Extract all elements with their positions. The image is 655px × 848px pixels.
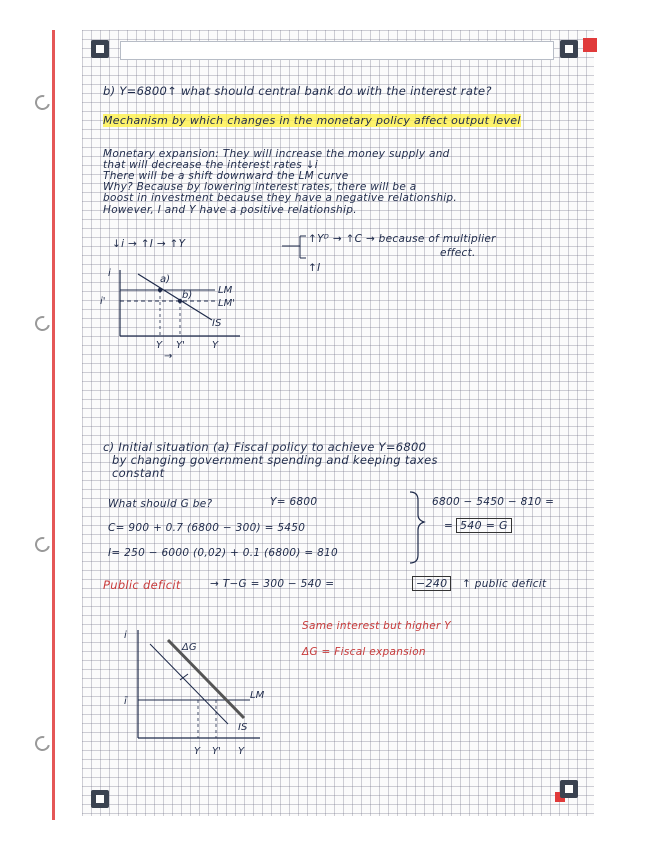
chain-left: ↓i → ↑I → ↑Y	[112, 238, 186, 250]
svg-text:b): b)	[182, 290, 193, 301]
note-same-interest: Same interest but higher Y	[302, 620, 451, 632]
note-delta-g: ΔG = Fiscal expansion	[302, 646, 426, 658]
deficit-note: ↑ public deficit	[462, 578, 547, 590]
mechanism-heading: Mechanism by which changes in the monetary policy affect output level	[103, 114, 521, 127]
text-line: However, I and Y have a positive relationship.	[103, 204, 357, 216]
svg-text:Y: Y	[238, 746, 245, 757]
svg-text:ΔG: ΔG	[182, 642, 197, 653]
chain-bottom: ↑I	[308, 262, 321, 274]
text-line: Monetary expansion: They will increase the money supply and	[103, 148, 450, 160]
graph-is-lm-fiscal	[110, 626, 270, 766]
svg-text:Y: Y	[194, 746, 201, 757]
c-equation: C= 900 + 0.7 (6800 − 300) = 5450	[108, 522, 306, 534]
svg-text:IS: IS	[238, 722, 248, 733]
equals-sign: =	[444, 520, 454, 532]
svg-text:ī: ī	[124, 696, 127, 707]
svg-text:LM': LM'	[218, 298, 235, 309]
y-value: Y= 6800	[270, 496, 318, 508]
svg-text:Y: Y	[156, 340, 163, 351]
calc-line: 6800 − 5450 − 810 =	[432, 496, 555, 508]
deficit-label: Public deficit	[103, 578, 181, 592]
svg-text:→: →	[164, 351, 173, 362]
is-shifted-curve	[168, 640, 244, 718]
deficit-value: −240	[412, 576, 451, 591]
svg-text:Y: Y	[212, 340, 219, 351]
svg-text:LM: LM	[218, 285, 233, 296]
chain-top: ↑Yᴰ → ↑C → because of multiplier	[308, 233, 496, 245]
svg-text:Y': Y'	[176, 340, 185, 351]
intro-line: c) Initial situation (a) Fiscal policy to achieve Y=6800	[103, 440, 427, 454]
deficit-equation: → T−G = 300 − 540 =	[210, 578, 335, 590]
svg-text:IS: IS	[212, 318, 222, 329]
svg-text:i: i	[124, 630, 127, 641]
text-line: There will be a shift downward the LM curve	[103, 170, 349, 182]
i-equation: I= 250 − 6000 (0,02) + 0.1 (6800) = 810	[108, 547, 339, 559]
question-b: b) Y=6800↑ what should central bank do with the interest rate?	[103, 84, 492, 98]
svg-text:i: i	[108, 268, 111, 279]
svg-text:a): a)	[160, 274, 171, 285]
what-g: What should G be?	[108, 498, 213, 510]
svg-text:i': i'	[100, 296, 106, 307]
text-line: Why? Because by lowering interest rates, there will be a	[103, 181, 417, 193]
chain-top-2: effect.	[440, 247, 476, 259]
text-line: boost in investment because they have a negative relationship.	[103, 192, 458, 204]
intro-line: by changing government spending and keeping taxes	[112, 453, 438, 467]
text-line: that will decrease the interest rates ↓i	[103, 159, 318, 171]
svg-text:Y': Y'	[212, 746, 221, 757]
intro-line: constant	[112, 466, 165, 480]
g-result: 540 = G	[456, 518, 512, 533]
svg-text:LM: LM	[250, 690, 265, 701]
